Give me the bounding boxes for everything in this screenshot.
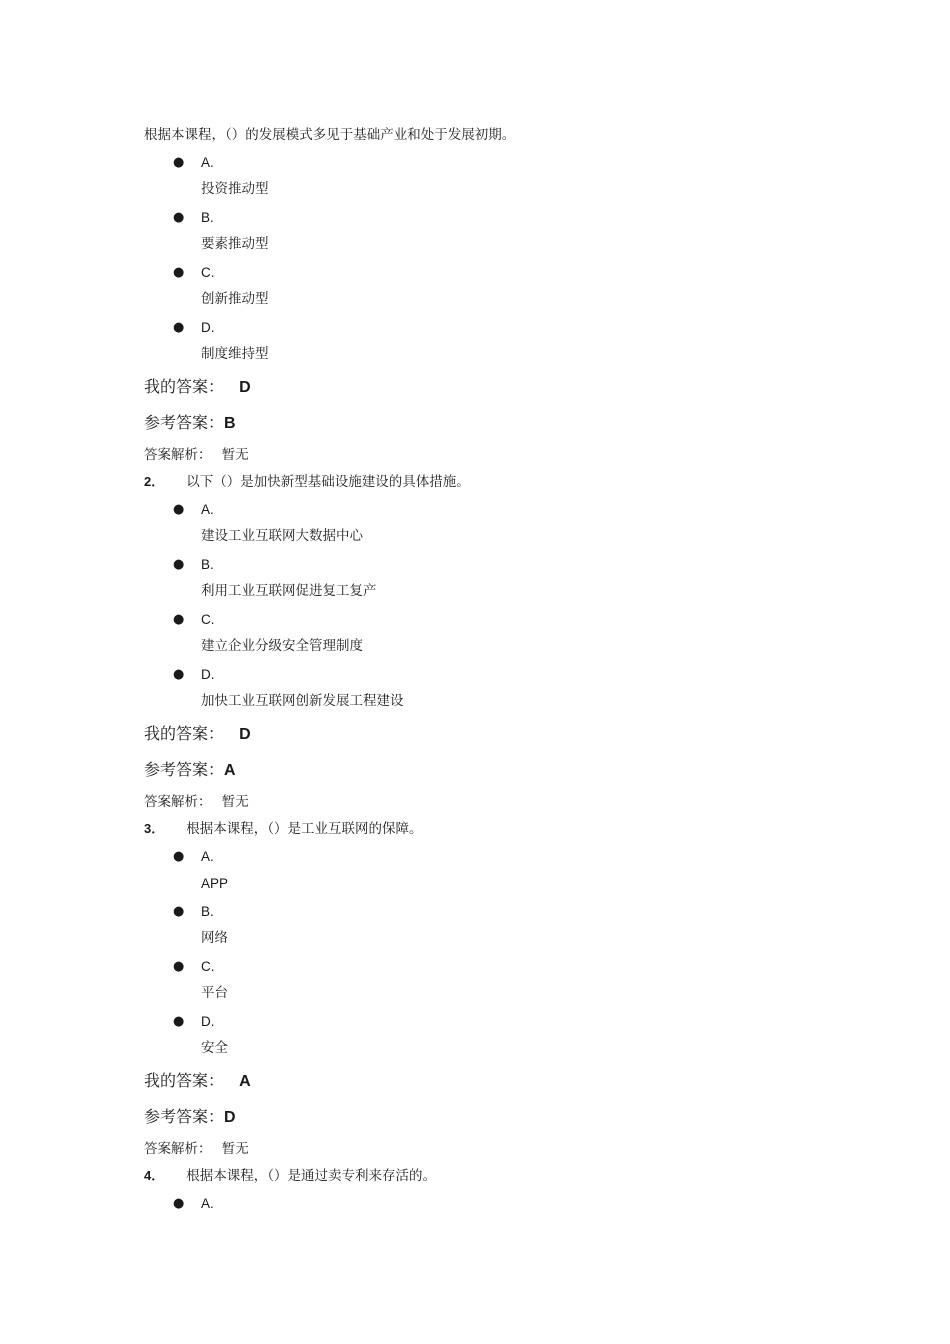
- analysis-text: 暂无: [221, 447, 249, 463]
- option-letter: A.: [201, 502, 214, 517]
- bullet-icon: ●: [173, 557, 185, 572]
- question-number: 2．: [144, 474, 165, 489]
- option-text: 投资推动型: [201, 181, 269, 197]
- reference-answer: [144, 412, 236, 435]
- option-text: 网络: [201, 930, 228, 946]
- bullet-icon: ●: [173, 265, 185, 280]
- answer-analysis: [144, 446, 249, 464]
- my-answer-value: A: [239, 1073, 251, 1090]
- my-answer-value: D: [239, 726, 251, 743]
- bullet-icon: ●: [173, 612, 185, 627]
- bullet-icon: ●: [173, 155, 185, 170]
- bullet-icon: ●: [173, 959, 185, 974]
- option-letter: A.: [201, 849, 214, 864]
- question-number: 3．: [144, 821, 165, 836]
- analysis-label: 答案解析：: [144, 1141, 212, 1157]
- option-letter: C.: [201, 959, 215, 974]
- option-text: 利用工业互联网促进复工复产: [201, 583, 377, 599]
- my-answer-label: 我的答案：: [144, 724, 225, 743]
- option-letter: B.: [201, 210, 214, 225]
- bullet-icon: ●: [173, 904, 185, 919]
- bullet-icon: ●: [173, 320, 185, 335]
- answer-analysis: [144, 793, 249, 811]
- option-text: 建立企业分级安全管理制度: [201, 638, 363, 654]
- bullet-icon: ●: [173, 1196, 185, 1211]
- my-answer-label: 我的答案：: [144, 377, 225, 396]
- my-answer: [144, 723, 251, 746]
- option-letter: C.: [201, 612, 215, 627]
- option-letter: D.: [201, 320, 215, 335]
- reference-answer: [144, 759, 236, 782]
- option-letter: B.: [201, 557, 214, 572]
- my-answer: [144, 376, 251, 399]
- my-answer-value: D: [239, 379, 251, 396]
- analysis-label: 答案解析：: [144, 447, 212, 463]
- question-text: 以下（）是加快新型基础设施建设的具体措施。: [186, 474, 470, 490]
- question-text: 根据本课程，（）是通过卖专利来存活的。: [186, 1168, 436, 1184]
- reference-answer-value: D: [224, 1109, 236, 1126]
- option-text: 平台: [201, 985, 228, 1001]
- reference-answer-value: A: [224, 762, 236, 779]
- option-letter: D.: [201, 667, 215, 682]
- reference-answer-label: 参考答案：: [144, 760, 225, 779]
- question-line: [144, 1167, 436, 1185]
- option-text: 要素推动型: [201, 236, 269, 252]
- analysis-label: 答案解析：: [144, 794, 212, 810]
- analysis-text: 暂无: [221, 794, 249, 810]
- bullet-icon: ●: [173, 667, 185, 682]
- question-text: 根据本课程，（）是工业互联网的保障。: [186, 821, 423, 837]
- bullet-icon: ●: [173, 210, 185, 225]
- question-line: [144, 473, 470, 491]
- reference-answer-label: 参考答案：: [144, 413, 225, 432]
- option-text: 创新推动型: [201, 291, 269, 307]
- option-letter: D.: [201, 1014, 215, 1029]
- bullet-icon: ●: [173, 502, 185, 517]
- option-letter: A.: [201, 155, 214, 170]
- option-text: 安全: [201, 1040, 228, 1056]
- option-text: 建设工业互联网大数据中心: [201, 528, 363, 544]
- bullet-icon: ●: [173, 849, 185, 864]
- answer-analysis: [144, 1140, 249, 1158]
- option-letter: C.: [201, 265, 215, 280]
- option-text: 制度维持型: [201, 346, 269, 362]
- option-text: 加快工业互联网创新发展工程建设: [201, 693, 404, 709]
- question-text: 根据本课程，（）的发展模式多见于基础产业和处于发展初期。: [144, 127, 516, 143]
- option-letter: A.: [201, 1196, 214, 1211]
- option-text: APP: [201, 876, 229, 891]
- option-letter: B.: [201, 904, 214, 919]
- question-number: 4．: [144, 1168, 165, 1183]
- reference-answer-value: B: [224, 415, 236, 432]
- bullet-icon: ●: [173, 1014, 185, 1029]
- analysis-text: 暂无: [221, 1141, 249, 1157]
- my-answer: [144, 1070, 251, 1093]
- question-line: [144, 820, 422, 838]
- my-answer-label: 我的答案：: [144, 1071, 225, 1090]
- reference-answer: [144, 1106, 236, 1129]
- reference-answer-label: 参考答案：: [144, 1107, 225, 1126]
